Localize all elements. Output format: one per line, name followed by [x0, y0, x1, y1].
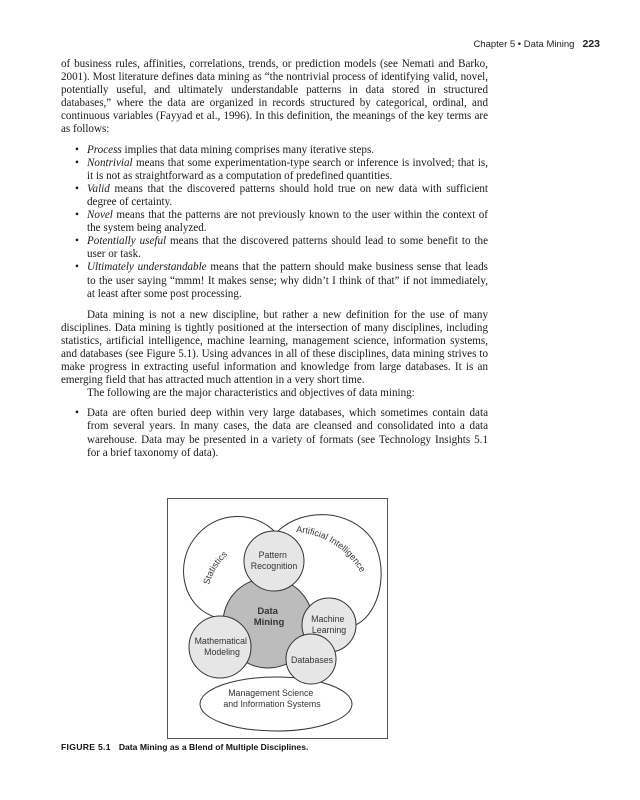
term-definition: means that the patterns are not previously known to the user within the context of the system being analyzed. [87, 209, 488, 235]
figure-label: FIGURE 5.1 [61, 742, 111, 752]
term: Nontrivial [87, 156, 133, 169]
machine-learning-label: Machine Learning [311, 614, 347, 635]
term-definition: means that the discovered patterns should hold true on new data with sufficient degree of certainty. [87, 182, 488, 208]
term-definition: implies that data mining comprises many iterative steps. [121, 143, 375, 156]
mathematical-modeling-label: Mathematical Modeling [194, 636, 247, 657]
list-item [61, 209, 488, 235]
page-number: 223 [582, 38, 600, 50]
pattern-recognition-label: Pattern Recognition [250, 550, 298, 571]
list-item [61, 261, 488, 300]
paragraph-characteristics-intro: The following are the major characteristics and objectives of data mining: [87, 387, 415, 400]
body-text [61, 58, 488, 468]
term-definition: means that the discovered patterns should lead to some benefit to the user or task. [87, 235, 489, 261]
list-item [61, 183, 488, 209]
intro-paragraph: of business rules, affinities, correlations, trends, or prediction models (see Nemati and Barko, 2001). Most literature defines data mining as “the nontrivial process of identifying valid, novel, potentially useful, and ultimately understandable patterns in data stored in structured databases,” where the data are organized in records structured by categorical, ordinal, and continuous variables (Fayyad et al., 1996). In this definition, the meanings of the key terms are as follows: [61, 58, 488, 136]
chapter-title: Chapter 5 • Data Mining [473, 39, 575, 50]
paragraph-disciplines: Data mining is not a new discipline, but rather a new definition for the use of many disciplines. Data mining is tightly positioned at the intersection of many disciplines, including statistics, artificial intelligence, machine learning, management science, information systems, and databases (see Figure 5.1). Using advances in all of these disciplines, data mining strives to make progress in extracting useful information and knowledge from large databases. It is an emerging field that has attracted much attention in a very short time. [61, 308, 488, 387]
term-definition: means that the pattern should make business sense that leads to the user saying “mmm! It makes sense; why didn’t I think of that” if not immediately, at least after some post processing. [87, 261, 488, 300]
list-item: • Data are often buried deep within very large databases, which sometimes contain data from several years. In many cases, the data are cleansed and consolidated into a data warehouse. Data may be presented in a variety of formats (see Technology Insights 5.1 for a brief taxonomy of data). [61, 407, 488, 459]
list-item [61, 235, 488, 261]
figure-5-1 [167, 498, 388, 739]
running-header [473, 38, 600, 50]
venn-diagram [168, 499, 387, 738]
artificial-intelligence-label: Artificial Intelligence [295, 524, 368, 574]
figure-caption [61, 742, 308, 752]
term: Ultimately understandable [87, 261, 207, 274]
term: Valid [87, 182, 110, 195]
list-item [61, 157, 488, 183]
data-mining-label: Data Mining [253, 606, 285, 628]
term: Potentially useful [87, 235, 167, 248]
list-item [61, 144, 488, 157]
term: Process [87, 143, 122, 156]
management-science-label: Management Science and Information Systems [223, 688, 321, 709]
databases-label: Databases [290, 655, 334, 665]
key-terms-list [61, 144, 488, 301]
characteristics-list [61, 407, 488, 459]
term: Novel [87, 209, 113, 222]
figure-title: Data Mining as a Blend of Multiple Disciplines. [118, 742, 309, 752]
term-definition: means that some experimentation-type search or inference is involved; that is, it is not as straightforward as a computation of predefined quantities. [87, 156, 488, 182]
statistics-label: Statistics [201, 549, 229, 586]
